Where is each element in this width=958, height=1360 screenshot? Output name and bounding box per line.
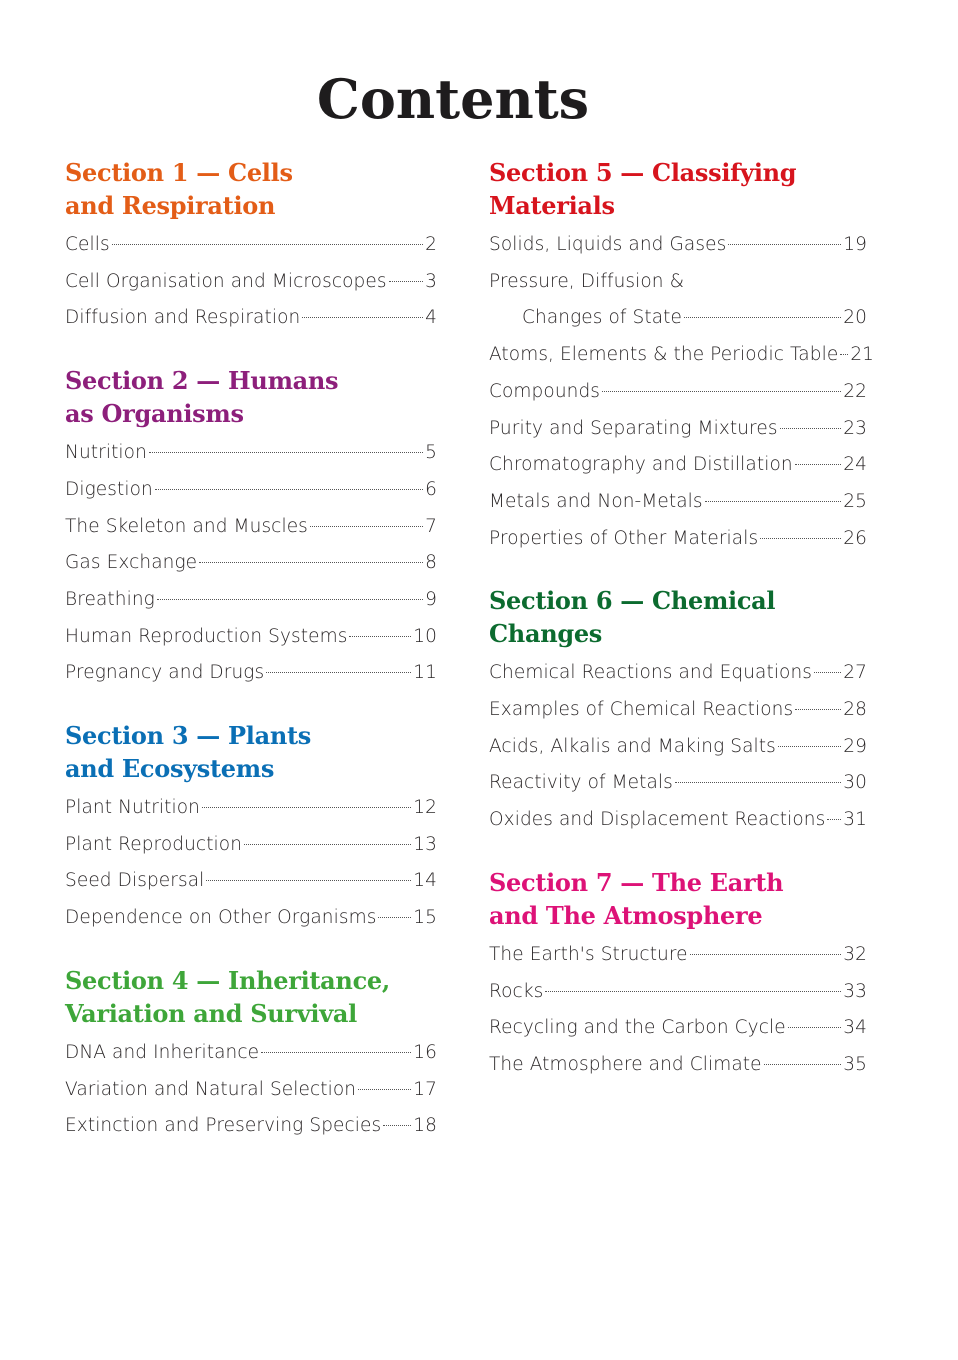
page-number: 30 [843,772,867,794]
entry-title: Digestion [65,478,153,500]
page-number: 2 [425,234,437,255]
dot-leader [261,1052,411,1053]
entry-title: Nutrition [65,442,147,464]
dot-leader [795,709,841,710]
entry-title: Pregnancy and Drugs [65,662,265,684]
toc-entry[interactable] [65,582,437,619]
entry-title: Examples of Chemical Reactions [489,699,794,721]
section-heading-line2: and Ecosystems [65,754,275,784]
section-heading-line1: Section 7 — The Earth [489,867,784,897]
dot-leader [602,391,841,392]
toc-entry[interactable] [489,227,867,264]
entry-title: DNA and Inheritance [65,1041,260,1063]
page-number: 35 [843,1053,867,1075]
dot-leader [728,244,841,245]
page-number: 26 [843,527,867,549]
page-number: 8 [425,552,437,574]
toc-entry[interactable] [65,827,437,864]
dot-leader [827,819,841,820]
toc-entry[interactable] [65,545,437,582]
entry-title: Chromatography and Distillation [489,454,793,476]
toc-entry[interactable] [489,484,867,521]
toc-entry[interactable] [65,435,437,472]
dot-leader [814,672,841,673]
toc-entry[interactable] [65,863,437,900]
page-number: 32 [843,943,867,965]
page-number: 23 [843,417,867,439]
dot-leader [310,526,423,527]
page-number: 31 [843,809,867,831]
entry-title: Cells [65,234,110,255]
toc-entry[interactable] [489,374,867,411]
dot-leader [778,746,841,747]
page-number: 21 [850,344,875,366]
toc-entry[interactable] [65,900,437,937]
dot-leader [149,452,423,453]
page-number: 9 [425,588,437,610]
section-heading [65,156,437,222]
section-heading-line1: Section 2 — Humans [65,366,339,396]
page-number: 29 [843,735,867,757]
dot-leader [157,599,423,600]
contents-column-right [489,156,875,1111]
dot-leader [690,954,842,955]
toc-entry[interactable] [489,411,867,448]
dot-leader [266,672,411,673]
toc-entry[interactable] [65,264,437,301]
section-heading-line1: Section 3 — Plants [65,721,312,751]
dot-leader [199,562,423,563]
entry-title: The Atmosphere and Climate [489,1053,762,1075]
entry-title: Chemical Reactions and Equations [489,662,813,684]
toc-entry[interactable] [65,1072,437,1109]
page-number: 28 [843,699,867,721]
page-number: 19 [843,234,867,255]
section-2 [65,364,437,692]
toc-entry[interactable] [65,619,437,656]
page-number: 6 [425,478,437,500]
dot-leader [202,807,411,808]
entry-title: Purity and Separating Mixtures [489,417,778,439]
entry-title: Changes of State [522,307,682,329]
page-number: 5 [425,442,437,464]
page-number: 18 [413,1115,437,1137]
page-number: 17 [413,1078,437,1100]
toc-entry[interactable] [65,655,437,692]
dot-leader [389,281,424,282]
entry-title: Plant Nutrition [65,797,200,819]
dot-leader [795,464,842,465]
toc-entry[interactable] [489,447,867,484]
toc-entry[interactable] [489,974,867,1011]
section-heading-line2: and Respiration [65,191,276,220]
toc-entry[interactable] [489,765,867,802]
page-number: 13 [413,833,437,855]
section-heading [65,964,437,1030]
section-heading-line2: as Organisms [65,399,244,429]
toc-entry[interactable] [489,802,867,839]
toc-entry[interactable] [489,337,875,374]
page-number: 24 [843,454,867,476]
dot-leader [383,1125,411,1126]
page-number: 34 [843,1017,867,1039]
section-4 [65,964,437,1145]
page-number: 20 [843,307,867,329]
entry-title: The Skeleton and Muscles [65,515,308,537]
section-heading-line1: Section 5 — Classifying [489,158,797,187]
dot-leader [349,636,411,637]
toc-entry[interactable] [489,300,867,337]
dot-leader [358,1089,411,1090]
page-number: 12 [413,797,437,819]
entry-title: Properties of Other Materials [489,527,759,549]
dot-leader [112,244,423,245]
page-number: 7 [425,515,437,537]
toc-entry[interactable] [65,300,437,337]
section-7 [489,866,867,1084]
dot-leader [760,538,841,539]
page-number: 25 [843,490,867,512]
entry-title: Atoms, Elements & the Periodic Table [489,344,839,366]
dot-leader [155,489,423,490]
toc-entry[interactable] [65,509,437,546]
dot-leader [244,844,411,845]
entry-title: Gas Exchange [65,552,198,574]
entry-title: Diffusion and Respiration [65,307,301,329]
toc-entry[interactable] [65,227,437,264]
dot-leader [378,917,411,918]
page-number: 15 [413,907,437,929]
section-heading-line2: and The Atmosphere [489,900,763,930]
page-number: 10 [413,625,437,647]
page-number: 4 [425,307,437,329]
section-heading-line1: Section 1 — Cells [65,158,293,187]
toc-entry[interactable] [489,937,867,974]
section-5 [489,156,875,557]
section-1 [65,156,437,337]
dot-leader [545,991,841,992]
entry-title: Metals and Non-Metals [489,490,703,512]
entry-title: Dependence on Other Organisms [65,907,377,929]
entry-title: Plant Reproduction [65,833,243,855]
section-heading-line1: Section 4 — Inheritance, [65,965,390,995]
toc-entry[interactable] [489,729,867,766]
section-heading-line2: Variation and Survival [65,998,357,1028]
entry-title: Extinction and Preserving Species [65,1115,382,1137]
page-number: 16 [413,1041,437,1063]
entry-title: Seed Dispersal [65,870,205,892]
entry-title: Rocks [489,980,544,1002]
section-3 [65,719,437,937]
toc-entry[interactable] [489,1047,867,1084]
page-number: 3 [425,270,437,292]
toc-entry-continued[interactable] [489,264,867,301]
section-heading [489,584,867,650]
section-6 [489,584,867,839]
page-number: 27 [843,662,867,684]
entry-title: Acids, Alkalis and Making Salts [489,735,776,757]
toc-entry[interactable] [65,790,437,827]
page-number: 11 [413,662,437,684]
page-number: 14 [413,870,437,892]
dot-leader [206,880,411,881]
dot-leader [302,317,423,318]
contents-column-left [65,156,437,1172]
toc-entry[interactable] [65,1108,437,1145]
dot-leader [764,1064,842,1065]
section-heading [489,156,867,222]
toc-entry[interactable] [489,655,867,692]
section-heading [65,719,437,785]
entry-title: Breathing [65,588,155,610]
entry-title: Variation and Natural Selection [65,1078,357,1100]
entry-title: Compounds [489,380,601,402]
dot-leader [840,354,848,355]
toc-entry[interactable] [65,1035,437,1072]
entry-title: Oxides and Displacement Reactions [489,809,826,831]
section-heading-line1: Section 6 — Chemical [489,586,776,616]
entry-title: Reactivity of Metals [489,772,673,794]
toc-entry[interactable] [489,692,867,729]
toc-entry[interactable] [489,521,867,558]
page-number: 33 [843,980,867,1002]
dot-leader [684,317,841,318]
toc-entry[interactable] [65,472,437,509]
dot-leader [780,428,842,429]
section-heading-line2: Materials [489,191,615,220]
toc-entry[interactable] [489,1010,867,1047]
dot-leader [788,1027,842,1028]
page-number: 22 [843,380,867,402]
entry-title: Solids, Liquids and Gases [489,234,727,255]
dot-leader [675,782,841,783]
entry-title: Recycling and the Carbon Cycle [489,1017,786,1039]
entry-title: Human Reproduction Systems [65,625,348,647]
section-heading [65,364,437,430]
section-heading-line2: Changes [489,619,603,649]
section-heading [489,866,867,932]
page-title: Contents [316,67,590,131]
entry-title: Cell Organisation and Microscopes [65,270,387,292]
entry-title: The Earth's Structure [489,943,688,965]
entry-title: Pressure, Diffusion & [489,270,685,292]
dot-leader [705,501,842,502]
